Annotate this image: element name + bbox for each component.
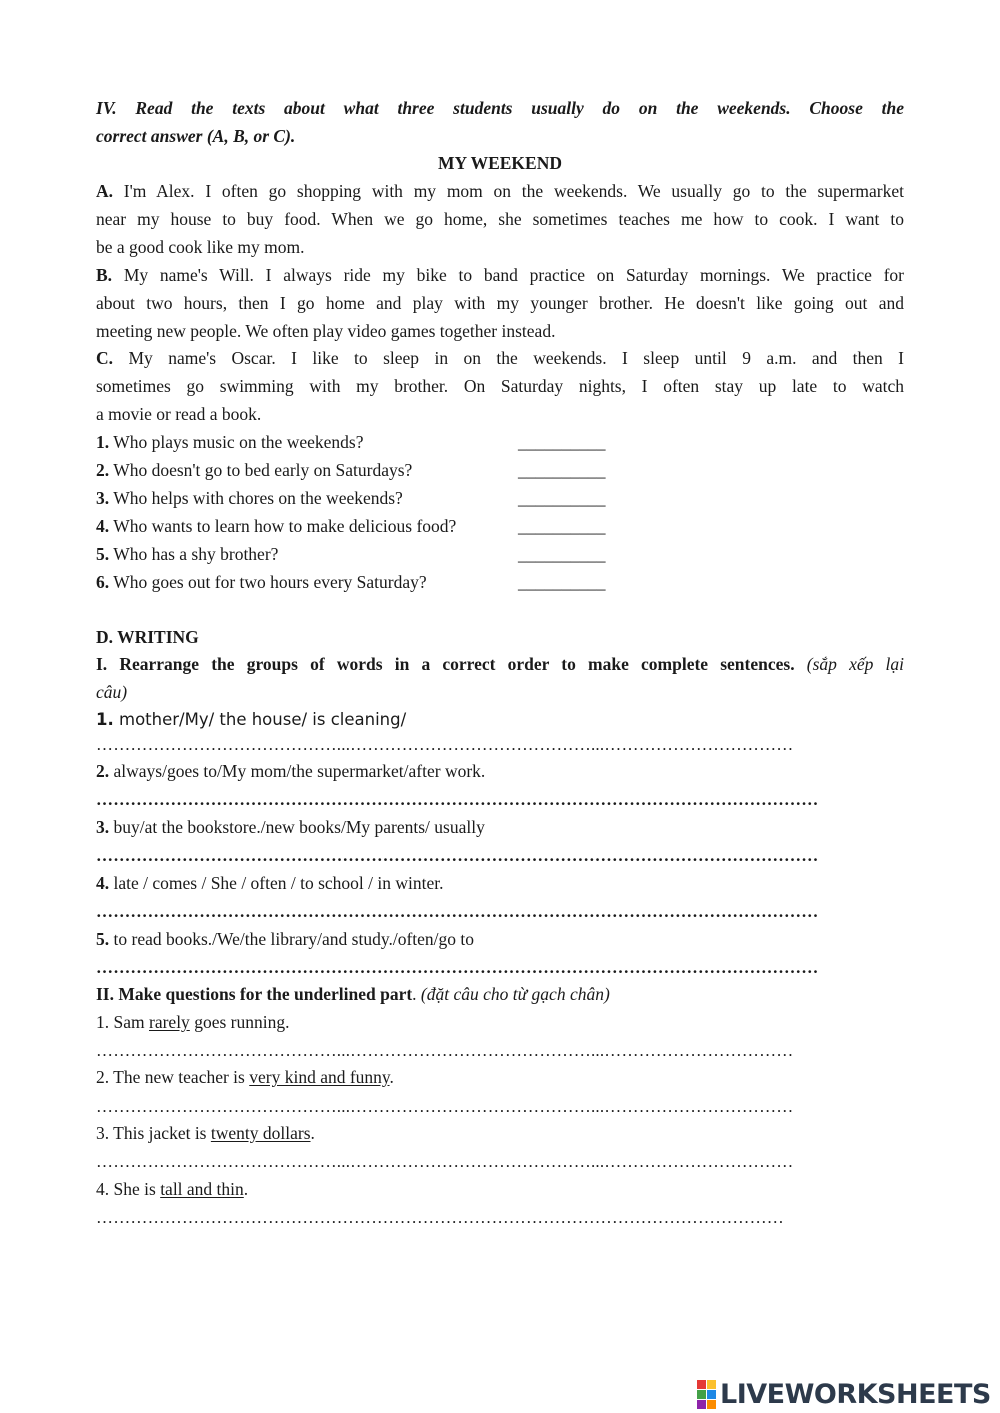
instruction-vietnamese: (sắp xếp lại <box>806 654 904 674</box>
answer-blank-1[interactable]: __________ <box>518 432 606 452</box>
answer-line-q4[interactable]: ………………………………………………………………………………………………………… <box>96 1208 784 1227</box>
answer-line-5[interactable]: ……………………………………………………………………………………………………………… <box>96 958 819 977</box>
paragraph-c-line-2: sometimes go swimming with my brother. On Saturday nights, I often stay up late to watch <box>96 376 904 396</box>
paragraph-text: I'm Alex. I often go shopping with my mom on the weekends. We usually go to the supermarket <box>123 181 904 201</box>
answer-line-q2[interactable]: ……………………………………...……………………………………...…………………………… <box>96 1097 794 1116</box>
logo-blocks-icon <box>697 1380 716 1409</box>
instruction-bold: I. Rearrange the groups of words in a correct order to make complete sentences. <box>96 654 795 674</box>
answer-blank-6[interactable]: __________ <box>518 572 606 592</box>
question-text: Who helps with chores on the weekends? <box>113 488 403 508</box>
section-instruction: IV. Read the texts about what three students usually do on the weekends. Choose the <box>96 98 904 118</box>
section-instruction-cont: correct answer (A, B, or C). <box>96 126 296 146</box>
questions-instruction <box>96 980 904 1008</box>
rearrange-item-1 <box>96 706 904 734</box>
passage-title: MY WEEKEND <box>438 153 562 173</box>
item-number: 5. <box>96 929 110 949</box>
question-5 <box>96 540 904 568</box>
paragraph-a-line-2: near my house to buy food. When we go home, she sometimes teaches me how to cook. I want to <box>96 209 904 229</box>
item-text: 2. The new teacher is <box>96 1067 250 1087</box>
underlined-part: tall and thin <box>160 1179 244 1199</box>
answer-line-q1[interactable]: ……………………………………...……………………………………...…………………………… <box>96 1041 794 1060</box>
question-item-1 <box>96 1008 904 1036</box>
paragraph-b-line-3: meeting new people. We often play video games together instead. <box>96 321 556 341</box>
paragraph-label: B. <box>96 265 113 285</box>
underlined-part: twenty dollars <box>210 1123 311 1143</box>
item-text: always/goes to/My mom/the supermarket/after work. <box>113 761 486 781</box>
logo-block <box>707 1380 716 1389</box>
logo-block <box>707 1400 716 1409</box>
answer-blank-5[interactable]: __________ <box>518 544 606 564</box>
logo-block <box>697 1390 706 1399</box>
question-text: Who has a shy brother? <box>113 544 279 564</box>
question-text: Who plays music on the weekends? <box>113 432 364 452</box>
question-number: 3. <box>96 488 110 508</box>
paragraph-a-line-1 <box>96 177 904 205</box>
question-3 <box>96 484 904 512</box>
question-2 <box>96 456 904 484</box>
logo-text: LIVEWORKSHEETS <box>720 1378 991 1410</box>
item-text: . <box>389 1067 394 1087</box>
item-text: 1. Sam <box>96 1012 149 1032</box>
logo-block <box>697 1380 706 1389</box>
question-item-4 <box>96 1175 904 1203</box>
question-item-3 <box>96 1119 904 1147</box>
item-text: 3. This jacket is <box>96 1123 211 1143</box>
paragraph-a-line-3: be a good cook like my mom. <box>96 237 305 257</box>
paragraph-text: My name's Will. I always ride my bike to band practice on Saturday mornings. We practice for <box>123 265 905 285</box>
item-number: 1. <box>96 710 114 729</box>
instruction-vietnamese: (đặt câu cho từ gạch chân) <box>420 984 610 1004</box>
paragraph-c-line-3: a movie or read a book. <box>96 404 262 424</box>
question-number: 6. <box>96 572 110 592</box>
paragraph-label: A. <box>96 181 114 201</box>
answer-line-4[interactable]: ……………………………………………………………………………………………………………… <box>96 902 819 921</box>
paragraph-b-line-2: about two hours, then I go home and play with my younger brother. He doesn't like going out and <box>96 293 904 313</box>
writing-heading: D. WRITING <box>96 627 199 647</box>
answer-line-1[interactable]: ……………………………………...……………………………………...…………………………… <box>96 735 794 754</box>
question-text: Who wants to learn how to make delicious food? <box>113 516 457 536</box>
rearrange-item-5 <box>96 925 904 953</box>
answer-blank-3[interactable]: __________ <box>518 488 606 508</box>
item-text: late / comes / She / often / to school / in winter. <box>113 873 444 893</box>
instruction-dot: . <box>412 984 417 1004</box>
paragraph-b-line-1 <box>96 261 904 289</box>
underlined-part: rarely <box>149 1012 190 1032</box>
answer-line-3[interactable]: ……………………………………………………………………………………………………………… <box>96 846 819 865</box>
item-text: mother/My/ the house/ is cleaning/ <box>113 710 407 729</box>
rearrange-item-3 <box>96 813 904 841</box>
answer-blank-2[interactable]: __________ <box>518 460 606 480</box>
paragraph-label: C. <box>96 348 114 368</box>
answer-line-2[interactable]: ……………………………………………………………………………………………………………… <box>96 790 819 809</box>
instruction-bold: II. Make questions for the underlined part <box>96 984 413 1004</box>
question-text: Who doesn't go to bed early on Saturdays? <box>113 460 413 480</box>
liveworksheets-logo <box>697 1378 991 1410</box>
answer-line-q3[interactable]: ……………………………………...……………………………………...…………………………… <box>96 1152 794 1171</box>
logo-block <box>697 1400 706 1409</box>
question-number: 2. <box>96 460 110 480</box>
item-text: . <box>243 1179 249 1199</box>
question-number: 4. <box>96 516 110 536</box>
item-number: 4. <box>96 873 110 893</box>
item-text: to read books./We/the library/and study./often/go to <box>113 929 475 949</box>
rearrange-item-4 <box>96 869 904 897</box>
item-text: . <box>310 1123 315 1143</box>
item-number: 2. <box>96 761 110 781</box>
underlined-part: very kind and funny <box>249 1067 390 1087</box>
logo-block <box>707 1390 716 1399</box>
question-number: 5. <box>96 544 110 564</box>
item-text: buy/at the bookstore./new books/My parents/ usually <box>113 817 485 837</box>
question-text: Who goes out for two hours every Saturday? <box>113 572 427 592</box>
question-4 <box>96 512 904 540</box>
question-item-2 <box>96 1063 904 1091</box>
question-1 <box>96 428 904 456</box>
rearrange-instruction <box>96 650 904 678</box>
item-text: 4. She is <box>96 1179 161 1199</box>
paragraph-c-line-1 <box>96 344 904 372</box>
rearrange-instruction-cont: câu) <box>96 682 128 702</box>
rearrange-item-2 <box>96 757 904 785</box>
item-number: 3. <box>96 817 110 837</box>
answer-blank-4[interactable]: __________ <box>518 516 606 536</box>
item-text: goes running. <box>189 1012 290 1032</box>
question-number: 1. <box>96 432 110 452</box>
question-6 <box>96 568 904 596</box>
paragraph-text: My name's Oscar. I like to sleep in on the weekends. I sleep until 9 a.m. and then I <box>128 348 905 368</box>
